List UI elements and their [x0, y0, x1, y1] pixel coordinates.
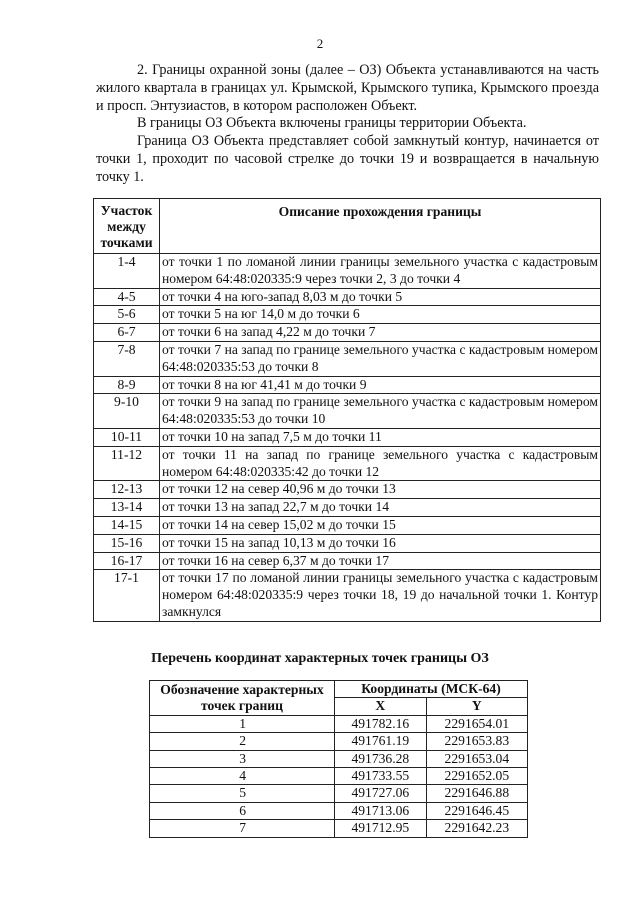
segment-cell: 15-16	[94, 534, 160, 552]
x-cell: 491712.95	[335, 820, 427, 837]
segment-cell: 7-8	[94, 341, 160, 376]
point-number-cell: 6	[150, 802, 335, 819]
page-number: 2	[316, 36, 324, 51]
segment-cell: 16-17	[94, 552, 160, 570]
x-cell: 491736.28	[335, 750, 427, 767]
table-row	[94, 306, 601, 324]
paragraph: 2. Границы охранной зоны (далее – ОЗ) Объекта устанавливаются на часть жилого квартала в границах ул. Крымской, Крымского тупика, Крымского проезда и просп. Энтузиастов, в котором расположен Объект.	[96, 62, 599, 114]
table-row	[94, 254, 601, 289]
segment-cell: 4-5	[94, 288, 160, 306]
segment-cell: 13-14	[94, 499, 160, 517]
y-cell: 2291654.01	[426, 715, 527, 732]
table-row	[150, 820, 528, 837]
description-cell: от точки 17 по ломаной линии границы земельного участка с кадастровым номером 64:48:020335:9 через точки 18, 19 до начальной точки 1. Контур замкнулся	[160, 570, 601, 621]
table-row	[94, 534, 601, 552]
table-row	[150, 802, 528, 819]
y-cell: 2291652.05	[426, 768, 527, 785]
description-cell: от точки 11 на запад по границе земельного участка с кадастровым номером 64:48:020335:42 до точки 12	[160, 446, 601, 481]
table-row	[94, 428, 601, 446]
segment-cell: 1-4	[94, 254, 160, 289]
description-cell: от точки 13 на запад 22,7 м до точки 14	[160, 499, 601, 517]
table-row	[94, 394, 601, 429]
coords-title: Перечень координат характерных точек границы ОЗ	[151, 651, 489, 666]
description-cell: от точки 14 на север 15,02 м до точки 15	[160, 516, 601, 534]
body-text	[96, 62, 599, 187]
point-number-cell: 1	[150, 715, 335, 732]
table-header-row	[94, 199, 601, 254]
x-cell: 491713.06	[335, 802, 427, 819]
description-cell: от точки 12 на север 40,96 м до точки 13	[160, 481, 601, 499]
header-description: Описание прохождения границы	[160, 199, 601, 254]
header-segment: Участок между точками	[94, 199, 160, 254]
segment-cell: 5-6	[94, 306, 160, 324]
table-row	[150, 785, 528, 802]
table-row	[150, 750, 528, 767]
boundary-sections-table	[93, 198, 601, 622]
paragraph: В границы ОЗ Объекта включены границы территории Объекта.	[137, 115, 527, 132]
point-number-cell: 2	[150, 733, 335, 750]
description-cell: от точки 16 на север 6,37 м до точки 17	[160, 552, 601, 570]
description-cell: от точки 1 по ломаной линии границы земельного участка с кадастровым номером 64:48:020335:9 через точки 2, 3 до точки 4	[160, 254, 601, 289]
table-row	[94, 499, 601, 517]
point-number-cell: 5	[150, 785, 335, 802]
header-y: Y	[426, 698, 527, 715]
header-x: X	[335, 698, 427, 715]
description-cell: от точки 5 на юг 14,0 м до точки 6	[160, 306, 601, 324]
table-row	[94, 341, 601, 376]
point-number-cell: 4	[150, 768, 335, 785]
point-number-cell: 3	[150, 750, 335, 767]
table-row	[94, 288, 601, 306]
segment-cell: 17-1	[94, 570, 160, 621]
description-cell: от точки 8 на юг 41,41 м до точки 9	[160, 376, 601, 394]
x-cell: 491733.55	[335, 768, 427, 785]
description-cell: от точки 9 на запад по границе земельного участка с кадастровым номером 64:48:020335:53 до точки 10	[160, 394, 601, 429]
description-cell: от точки 4 на юго-запад 8,03 м до точки 5	[160, 288, 601, 306]
table-row	[94, 446, 601, 481]
table-row	[94, 376, 601, 394]
table-row	[150, 733, 528, 750]
y-cell: 2291653.83	[426, 733, 527, 750]
header-points: Обозначение характерных точек границ	[150, 681, 335, 716]
y-cell: 2291646.88	[426, 785, 527, 802]
point-number-cell: 7	[150, 820, 335, 837]
description-cell: от точки 15 на запад 10,13 м до точки 16	[160, 534, 601, 552]
coordinates-body	[150, 715, 528, 837]
paragraph: Граница ОЗ Объекта представляет собой замкнутый контур, начинается от точки 1, проходит по часовой стрелке до точки 19 и возвращается в начальную точку 1.	[96, 133, 599, 185]
table-row	[150, 715, 528, 732]
segment-cell: 6-7	[94, 324, 160, 342]
x-cell: 491782.16	[335, 715, 427, 732]
x-cell: 491761.19	[335, 733, 427, 750]
table-row	[94, 481, 601, 499]
segment-cell: 12-13	[94, 481, 160, 499]
table-row	[94, 570, 601, 621]
table-row	[94, 324, 601, 342]
description-cell: от точки 10 на запад 7,5 м до точки 11	[160, 428, 601, 446]
description-cell: от точки 6 на запад 4,22 м до точки 7	[160, 324, 601, 342]
x-cell: 491727.06	[335, 785, 427, 802]
coordinates-table	[149, 680, 528, 838]
segment-cell: 14-15	[94, 516, 160, 534]
y-cell: 2291646.45	[426, 802, 527, 819]
y-cell: 2291642.23	[426, 820, 527, 837]
description-cell: от точки 7 на запад по границе земельного участка с кадастровым номером 64:48:020335:53 до точки 8	[160, 341, 601, 376]
y-cell: 2291653.04	[426, 750, 527, 767]
table-row	[94, 552, 601, 570]
table-row	[150, 768, 528, 785]
segment-cell: 10-11	[94, 428, 160, 446]
table-header-row	[150, 681, 528, 698]
segment-cell: 11-12	[94, 446, 160, 481]
segment-cell: 9-10	[94, 394, 160, 429]
segment-cell: 8-9	[94, 376, 160, 394]
header-coordinates: Координаты (МСК-64)	[335, 681, 528, 698]
boundary-sections-body	[94, 254, 601, 622]
table-row	[94, 516, 601, 534]
